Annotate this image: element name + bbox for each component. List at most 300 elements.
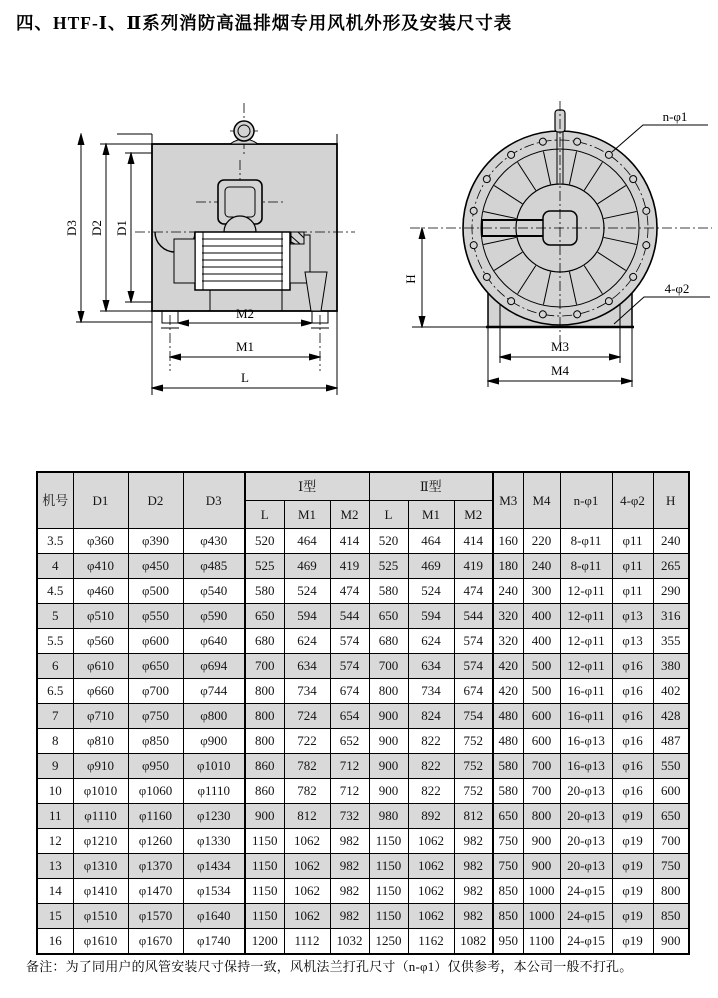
table-cell: φ744 bbox=[183, 679, 245, 704]
header-m3: M3 bbox=[493, 472, 523, 529]
table-cell: 474 bbox=[454, 579, 493, 604]
table-cell: 850 bbox=[493, 904, 523, 929]
footnote: 备注：为了同用户的风管安装尺寸保持一致，风机法兰打孔尺寸（n-φ1）仅供参考，本公司一般不打孔。 bbox=[26, 959, 633, 974]
table-cell: φ16 bbox=[612, 704, 653, 729]
table-cell: φ1370 bbox=[128, 854, 183, 879]
table-row bbox=[37, 929, 689, 955]
table-cell: 1150 bbox=[245, 829, 284, 854]
table-cell: 752 bbox=[454, 754, 493, 779]
table-cell: 600 bbox=[653, 779, 689, 804]
table-cell: 724 bbox=[284, 704, 330, 729]
table-cell: 812 bbox=[284, 804, 330, 829]
table-cell: 6 bbox=[37, 654, 73, 679]
page-title: 四、HTF-Ⅰ、Ⅱ系列消防高温排烟专用风机外形及安装尺寸表 bbox=[16, 13, 513, 33]
table-cell: 1150 bbox=[245, 904, 284, 929]
table-cell: 414 bbox=[330, 529, 369, 554]
hub-block bbox=[174, 239, 195, 283]
table-cell: φ550 bbox=[128, 604, 183, 629]
table-cell: 700 bbox=[523, 779, 560, 804]
table-cell: 722 bbox=[284, 729, 330, 754]
table-cell: 812 bbox=[454, 804, 493, 829]
table-cell: φ16 bbox=[612, 779, 653, 804]
table-cell: 982 bbox=[454, 879, 493, 904]
label-h: H bbox=[403, 274, 418, 284]
table-cell: 1150 bbox=[369, 879, 408, 904]
table-cell: 574 bbox=[330, 629, 369, 654]
table-cell: 11 bbox=[37, 804, 73, 829]
header-type1-l: L bbox=[245, 501, 284, 529]
header-n-phi1: n-φ1 bbox=[560, 472, 612, 529]
table-cell: 3.5 bbox=[37, 529, 73, 554]
table-cell: φ590 bbox=[183, 604, 245, 629]
table-cell: 580 bbox=[493, 754, 523, 779]
label-m4: M4 bbox=[550, 363, 570, 378]
table-cell: 750 bbox=[493, 829, 523, 854]
table-cell: 634 bbox=[408, 654, 454, 679]
table-row bbox=[37, 829, 689, 854]
table-cell: 700 bbox=[369, 654, 408, 679]
table-cell: 1062 bbox=[284, 879, 330, 904]
table-cell: 650 bbox=[245, 604, 284, 629]
table-cell: 1112 bbox=[284, 929, 330, 955]
header-four-phi2: 4-φ2 bbox=[612, 472, 653, 529]
table-cell: 400 bbox=[523, 629, 560, 654]
table-cell: 752 bbox=[454, 779, 493, 804]
table-cell: 16-φ11 bbox=[560, 679, 612, 704]
table-cell: 580 bbox=[245, 579, 284, 604]
table-cell: 1150 bbox=[369, 904, 408, 929]
table-row bbox=[37, 579, 689, 604]
table-cell: 16-φ13 bbox=[560, 754, 612, 779]
table-cell: 240 bbox=[653, 529, 689, 554]
table-cell: φ610 bbox=[73, 654, 128, 679]
table-cell: 1250 bbox=[369, 929, 408, 955]
table-cell: 240 bbox=[523, 554, 560, 579]
table-cell: 24-φ15 bbox=[560, 929, 612, 955]
table-cell: φ16 bbox=[612, 729, 653, 754]
table-cell: 1062 bbox=[284, 829, 330, 854]
table-cell: φ19 bbox=[612, 879, 653, 904]
table-cell: φ11 bbox=[612, 579, 653, 604]
table-cell: 822 bbox=[408, 729, 454, 754]
table-cell: 5.5 bbox=[37, 629, 73, 654]
table-cell: 980 bbox=[369, 804, 408, 829]
dimensions-table bbox=[36, 471, 690, 955]
table-cell: 525 bbox=[369, 554, 408, 579]
label-d1: D1 bbox=[114, 220, 129, 236]
table-cell: 1032 bbox=[330, 929, 369, 955]
table-cell: 1000 bbox=[523, 879, 560, 904]
table-cell: 574 bbox=[330, 654, 369, 679]
header-type2-l: L bbox=[369, 501, 408, 529]
label-m1: M1 bbox=[235, 339, 255, 354]
table-cell: 240 bbox=[493, 579, 523, 604]
table-cell: 500 bbox=[523, 679, 560, 704]
table-row bbox=[37, 654, 689, 679]
table-cell: 524 bbox=[408, 579, 454, 604]
table-cell: 750 bbox=[493, 854, 523, 879]
table-cell: 9 bbox=[37, 754, 73, 779]
table-cell: φ19 bbox=[612, 829, 653, 854]
header-d3: D3 bbox=[183, 472, 245, 529]
table-cell: 355 bbox=[653, 629, 689, 654]
table-row bbox=[37, 754, 689, 779]
table-cell: 419 bbox=[454, 554, 493, 579]
table-cell: 550 bbox=[653, 754, 689, 779]
table-cell: 544 bbox=[330, 604, 369, 629]
table-cell: 800 bbox=[653, 879, 689, 904]
table-cell: 982 bbox=[454, 904, 493, 929]
table-cell: 544 bbox=[454, 604, 493, 629]
table-cell: 822 bbox=[408, 779, 454, 804]
table-cell: 380 bbox=[653, 654, 689, 679]
table-cell: 900 bbox=[653, 929, 689, 955]
table-row bbox=[37, 604, 689, 629]
table-cell: 700 bbox=[653, 829, 689, 854]
front-view-drawing bbox=[400, 95, 718, 405]
table-cell: 624 bbox=[408, 629, 454, 654]
table-cell: 800 bbox=[245, 729, 284, 754]
table-cell: 652 bbox=[330, 729, 369, 754]
table-cell: 594 bbox=[284, 604, 330, 629]
table-cell: 800 bbox=[523, 804, 560, 829]
table-row bbox=[37, 854, 689, 879]
table-cell: 487 bbox=[653, 729, 689, 754]
table-cell: φ510 bbox=[73, 604, 128, 629]
table-cell: 1000 bbox=[523, 904, 560, 929]
table-cell: φ660 bbox=[73, 679, 128, 704]
table-cell: φ850 bbox=[128, 729, 183, 754]
table-cell: 265 bbox=[653, 554, 689, 579]
table-cell: 320 bbox=[493, 604, 523, 629]
table-cell: 4.5 bbox=[37, 579, 73, 604]
table-cell: 13 bbox=[37, 854, 73, 879]
table-cell: φ1740 bbox=[183, 929, 245, 955]
table-cell: 900 bbox=[523, 829, 560, 854]
table-row bbox=[37, 779, 689, 804]
table-cell: φ11 bbox=[612, 529, 653, 554]
label-l: L bbox=[241, 370, 249, 385]
table-cell: 402 bbox=[653, 679, 689, 704]
table-cell: 220 bbox=[523, 529, 560, 554]
table-cell: 16-φ11 bbox=[560, 704, 612, 729]
table-cell: 712 bbox=[330, 779, 369, 804]
table-cell: φ1110 bbox=[183, 779, 245, 804]
table-cell: 520 bbox=[245, 529, 284, 554]
table-cell: 1150 bbox=[369, 854, 408, 879]
header-machine-no: 机号 bbox=[37, 472, 73, 529]
table-cell: φ1010 bbox=[73, 779, 128, 804]
table-cell: 800 bbox=[245, 704, 284, 729]
table-cell: φ710 bbox=[73, 704, 128, 729]
table-cell: 634 bbox=[284, 654, 330, 679]
table-row bbox=[37, 804, 689, 829]
table-cell: 20-φ13 bbox=[560, 829, 612, 854]
table-header bbox=[37, 472, 689, 529]
header-type2: Ⅱ型 bbox=[369, 472, 493, 501]
table-cell: φ1210 bbox=[73, 829, 128, 854]
table-cell: 982 bbox=[330, 879, 369, 904]
table-cell: φ410 bbox=[73, 554, 128, 579]
table-cell: 674 bbox=[454, 679, 493, 704]
table-cell: 464 bbox=[408, 529, 454, 554]
table-cell: 5 bbox=[37, 604, 73, 629]
table-cell: 1062 bbox=[408, 904, 454, 929]
table-cell: 1062 bbox=[408, 829, 454, 854]
table-cell: 24-φ15 bbox=[560, 904, 612, 929]
table-cell: 480 bbox=[493, 729, 523, 754]
table-cell: φ1010 bbox=[183, 754, 245, 779]
header-type1-m2: M2 bbox=[330, 501, 369, 529]
table-cell: 14 bbox=[37, 879, 73, 904]
table-cell: 1150 bbox=[245, 854, 284, 879]
table-cell: 525 bbox=[245, 554, 284, 579]
table-cell: 20-φ13 bbox=[560, 779, 612, 804]
table-cell: 800 bbox=[369, 679, 408, 704]
table-cell: 680 bbox=[369, 629, 408, 654]
table-cell: 650 bbox=[369, 604, 408, 629]
table-cell: φ700 bbox=[128, 679, 183, 704]
label-d3: D3 bbox=[64, 220, 79, 236]
table-cell: φ485 bbox=[183, 554, 245, 579]
table-cell: φ560 bbox=[73, 629, 128, 654]
table-cell: φ1260 bbox=[128, 829, 183, 854]
table-cell: 1082 bbox=[454, 929, 493, 955]
table-cell: 474 bbox=[330, 579, 369, 604]
table-cell: 469 bbox=[408, 554, 454, 579]
table-cell: 12-φ11 bbox=[560, 579, 612, 604]
table-cell: φ540 bbox=[183, 579, 245, 604]
table-cell: 900 bbox=[369, 729, 408, 754]
table-row bbox=[37, 729, 689, 754]
table-cell: 480 bbox=[493, 704, 523, 729]
table-cell: 982 bbox=[330, 829, 369, 854]
table-cell: φ1434 bbox=[183, 854, 245, 879]
table-cell: φ19 bbox=[612, 854, 653, 879]
table-cell: φ13 bbox=[612, 629, 653, 654]
table-cell: φ13 bbox=[612, 604, 653, 629]
table-cell: 900 bbox=[369, 754, 408, 779]
table-cell: 8-φ11 bbox=[560, 529, 612, 554]
table-cell: 290 bbox=[653, 579, 689, 604]
table-cell: 500 bbox=[523, 654, 560, 679]
table-cell: φ19 bbox=[612, 904, 653, 929]
table-cell: φ500 bbox=[128, 579, 183, 604]
table-cell: 1100 bbox=[523, 929, 560, 955]
table-cell: 316 bbox=[653, 604, 689, 629]
table-cell: 520 bbox=[369, 529, 408, 554]
table-cell: 1062 bbox=[284, 854, 330, 879]
table-cell: 860 bbox=[245, 779, 284, 804]
table-cell: 800 bbox=[245, 679, 284, 704]
table-cell: 982 bbox=[454, 829, 493, 854]
table-cell: 10 bbox=[37, 779, 73, 804]
table-cell: 982 bbox=[330, 904, 369, 929]
table-cell: 160 bbox=[493, 529, 523, 554]
table-cell: 12-φ11 bbox=[560, 604, 612, 629]
table-cell: 900 bbox=[523, 854, 560, 879]
table-cell: φ1534 bbox=[183, 879, 245, 904]
table-cell: φ16 bbox=[612, 679, 653, 704]
table-cell: 12 bbox=[37, 829, 73, 854]
table-cell: φ1310 bbox=[73, 854, 128, 879]
table-cell: 420 bbox=[493, 654, 523, 679]
table-cell: 20-φ13 bbox=[560, 854, 612, 879]
table-cell: 782 bbox=[284, 754, 330, 779]
table-cell: φ11 bbox=[612, 554, 653, 579]
table-cell: φ800 bbox=[183, 704, 245, 729]
table-cell: 734 bbox=[284, 679, 330, 704]
table-cell: 900 bbox=[369, 779, 408, 804]
lifting-eye-icon bbox=[234, 121, 254, 141]
table-cell: 420 bbox=[493, 679, 523, 704]
table-cell: 1062 bbox=[284, 904, 330, 929]
table-cell: 8 bbox=[37, 729, 73, 754]
table-cell: 428 bbox=[653, 704, 689, 729]
table-cell: φ1610 bbox=[73, 929, 128, 955]
table-cell: φ1230 bbox=[183, 804, 245, 829]
table-cell: φ650 bbox=[128, 654, 183, 679]
table-cell: 600 bbox=[523, 704, 560, 729]
table-cell: φ1110 bbox=[73, 804, 128, 829]
table-cell: 15 bbox=[37, 904, 73, 929]
table-cell: 574 bbox=[454, 629, 493, 654]
table-cell: φ460 bbox=[73, 579, 128, 604]
header-type1-m1: M1 bbox=[284, 501, 330, 529]
table-cell: 982 bbox=[330, 854, 369, 879]
table-cell: 469 bbox=[284, 554, 330, 579]
label-m2: M2 bbox=[235, 306, 255, 321]
table-cell: 782 bbox=[284, 779, 330, 804]
table-cell: 1200 bbox=[245, 929, 284, 955]
table-row bbox=[37, 629, 689, 654]
table-row bbox=[37, 554, 689, 579]
table-cell: 16-φ13 bbox=[560, 729, 612, 754]
table-cell: 982 bbox=[454, 854, 493, 879]
table-cell: 1062 bbox=[408, 854, 454, 879]
table-cell: φ1060 bbox=[128, 779, 183, 804]
table-cell: 1150 bbox=[245, 879, 284, 904]
table-cell: φ600 bbox=[128, 629, 183, 654]
table-cell: 524 bbox=[284, 579, 330, 604]
table-cell: φ810 bbox=[73, 729, 128, 754]
table-cell: φ640 bbox=[183, 629, 245, 654]
table-cell: φ910 bbox=[73, 754, 128, 779]
table-cell: 624 bbox=[284, 629, 330, 654]
table-cell: 1062 bbox=[408, 879, 454, 904]
table-cell: 732 bbox=[330, 804, 369, 829]
table-cell: 654 bbox=[330, 704, 369, 729]
table-cell: 580 bbox=[493, 779, 523, 804]
table-cell: φ1510 bbox=[73, 904, 128, 929]
table-cell: 900 bbox=[369, 704, 408, 729]
table-cell: 700 bbox=[523, 754, 560, 779]
table-cell: 860 bbox=[245, 754, 284, 779]
table-cell: 1162 bbox=[408, 929, 454, 955]
table-row bbox=[37, 904, 689, 929]
table-cell: φ1470 bbox=[128, 879, 183, 904]
table-cell: 892 bbox=[408, 804, 454, 829]
table-cell: 750 bbox=[653, 854, 689, 879]
header-d2: D2 bbox=[128, 472, 183, 529]
table-cell: 712 bbox=[330, 754, 369, 779]
table-cell: φ19 bbox=[612, 804, 653, 829]
table-cell: 464 bbox=[284, 529, 330, 554]
table-cell: φ694 bbox=[183, 654, 245, 679]
table-cell: φ19 bbox=[612, 929, 653, 955]
table-cell: 20-φ13 bbox=[560, 804, 612, 829]
table-cell: 320 bbox=[493, 629, 523, 654]
table-cell: 419 bbox=[330, 554, 369, 579]
table-cell: 4 bbox=[37, 554, 73, 579]
table-cell: 414 bbox=[454, 529, 493, 554]
table-cell: 950 bbox=[493, 929, 523, 955]
table-body bbox=[37, 529, 689, 955]
label-n-phi1: n-φ1 bbox=[662, 109, 688, 124]
table-cell: φ1640 bbox=[183, 904, 245, 929]
table-cell: φ430 bbox=[183, 529, 245, 554]
table-cell: 7 bbox=[37, 704, 73, 729]
header-h: H bbox=[653, 472, 689, 529]
table-cell: φ950 bbox=[128, 754, 183, 779]
header-d1: D1 bbox=[73, 472, 128, 529]
table-cell: 400 bbox=[523, 604, 560, 629]
table-cell: 850 bbox=[653, 904, 689, 929]
table-cell: φ1160 bbox=[128, 804, 183, 829]
table-cell: 574 bbox=[454, 654, 493, 679]
header-type2-m1: M1 bbox=[408, 501, 454, 529]
side-view-drawing bbox=[40, 95, 370, 405]
table-cell: 8-φ11 bbox=[560, 554, 612, 579]
table-cell: φ750 bbox=[128, 704, 183, 729]
table-cell: 180 bbox=[493, 554, 523, 579]
table-cell: φ1570 bbox=[128, 904, 183, 929]
table-cell: 822 bbox=[408, 754, 454, 779]
header-m4: M4 bbox=[523, 472, 560, 529]
table-cell: 580 bbox=[369, 579, 408, 604]
table-row bbox=[37, 529, 689, 554]
label-m3: M3 bbox=[550, 339, 570, 354]
table-cell: φ16 bbox=[612, 654, 653, 679]
table-cell: φ360 bbox=[73, 529, 128, 554]
table-cell: 6.5 bbox=[37, 679, 73, 704]
table-cell: 300 bbox=[523, 579, 560, 604]
label-d2: D2 bbox=[89, 220, 104, 236]
table-cell: 824 bbox=[408, 704, 454, 729]
label-four-phi2: 4-φ2 bbox=[664, 281, 690, 296]
table-cell: φ1330 bbox=[183, 829, 245, 854]
table-cell: 850 bbox=[493, 879, 523, 904]
table-cell: 12-φ11 bbox=[560, 654, 612, 679]
table-row bbox=[37, 879, 689, 904]
table-cell: 1150 bbox=[369, 829, 408, 854]
header-type2-m2: M2 bbox=[454, 501, 493, 529]
table-cell: φ900 bbox=[183, 729, 245, 754]
table-cell: φ16 bbox=[612, 754, 653, 779]
table-cell: 594 bbox=[408, 604, 454, 629]
table-cell: 700 bbox=[245, 654, 284, 679]
table-cell: 650 bbox=[493, 804, 523, 829]
table-cell: φ1410 bbox=[73, 879, 128, 904]
table-cell: 600 bbox=[523, 729, 560, 754]
n-phi1-leader bbox=[612, 125, 708, 152]
table-cell: 12-φ11 bbox=[560, 629, 612, 654]
table-cell: φ390 bbox=[128, 529, 183, 554]
table-cell: φ1670 bbox=[128, 929, 183, 955]
table-cell: 734 bbox=[408, 679, 454, 704]
table-cell: 754 bbox=[454, 704, 493, 729]
table-cell: 680 bbox=[245, 629, 284, 654]
